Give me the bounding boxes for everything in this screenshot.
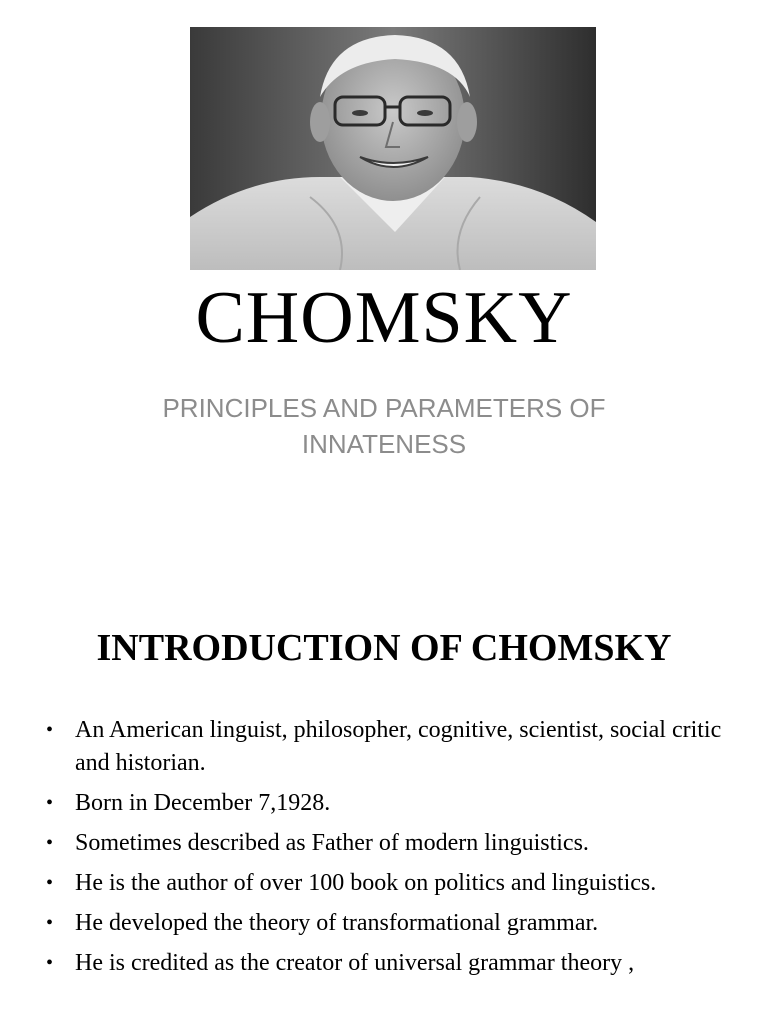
- bullet-list: [40, 714, 740, 987]
- list-item: [40, 827, 740, 860]
- list-item: [40, 867, 740, 900]
- list-item: [40, 714, 740, 780]
- list-item-text: He developed the theory of transformational grammar.: [75, 910, 599, 936]
- list-item-text: An American linguist, philosopher, cognitive, scientist, social critic and historian.: [75, 717, 722, 776]
- bullet-dot-icon: •: [46, 872, 54, 894]
- portrait-image-icon: [190, 27, 596, 270]
- bullet-dot-icon: •: [46, 912, 54, 934]
- slide-title: CHOMSKY: [195, 277, 573, 359]
- slide-subtitle: PRINCIPLES AND PARAMETERS OF INNATENESS: [162, 393, 606, 459]
- list-item-text: Born in December 7,1928.: [75, 790, 331, 816]
- introduction-slide: [0, 576, 768, 1024]
- list-item-text: He is credited as the creator of universal grammar theory ,: [75, 950, 635, 976]
- list-item: [40, 907, 740, 940]
- introduction-heading: INTRODUCTION OF CHOMSKY: [96, 627, 672, 669]
- list-item: [40, 947, 740, 980]
- list-item-text: Sometimes described as Father of modern linguistics.: [75, 830, 589, 856]
- bullet-dot-icon: •: [46, 792, 54, 814]
- bullet-dot-icon: •: [46, 832, 54, 854]
- bullet-dot-icon: •: [46, 952, 54, 974]
- list-item-text: He is the author of over 100 book on politics and linguistics.: [75, 870, 657, 896]
- portrait-photo: [190, 27, 596, 270]
- list-item: [40, 787, 740, 820]
- bullet-dot-icon: •: [46, 719, 54, 741]
